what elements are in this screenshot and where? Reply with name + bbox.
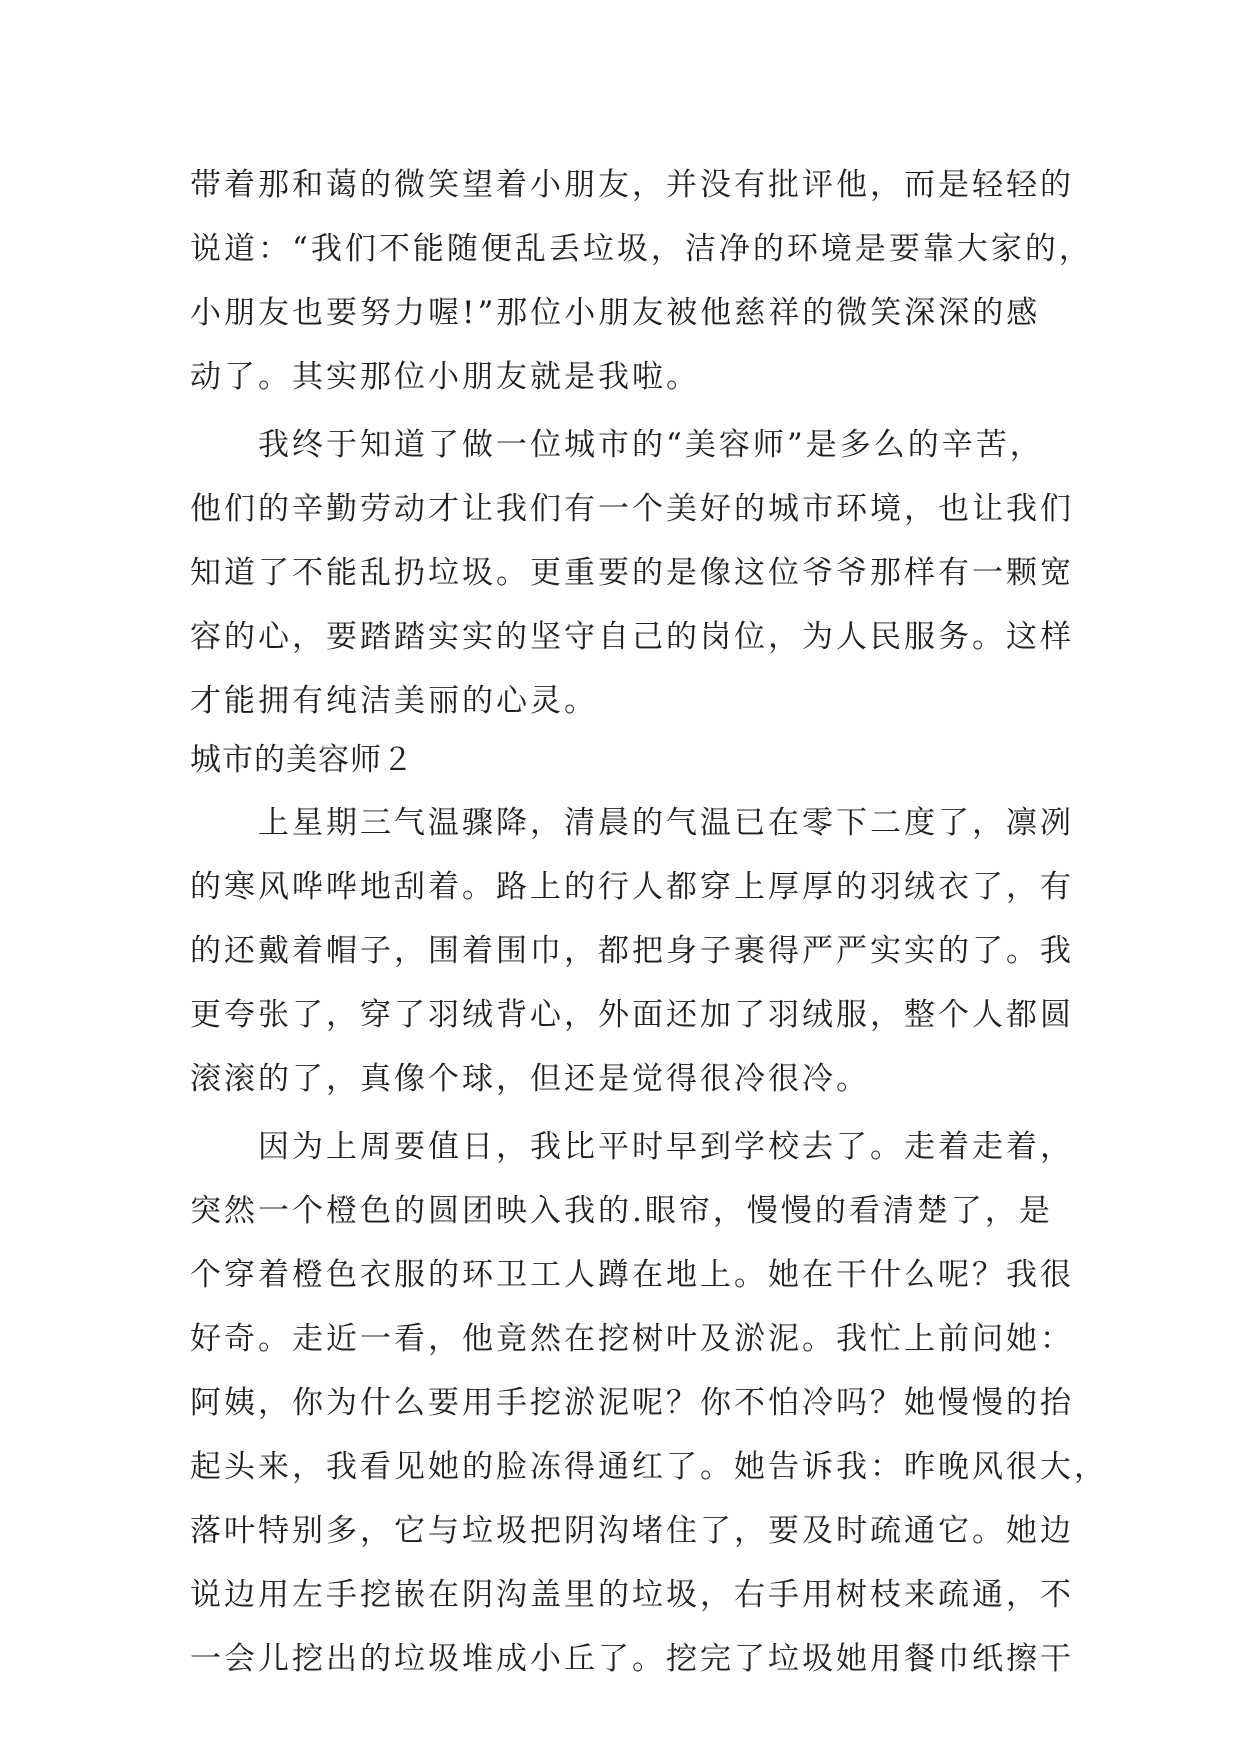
paragraph-4-line-1: 因为上周要值日，我比平时早到学校去了。走着走着， bbox=[258, 1129, 1074, 1165]
paragraph-3-line-5: 滚滚的了，真像个球，但还是觉得很冷很冷。 bbox=[190, 1061, 870, 1097]
paragraph-4-line-2: 突然一个橙色的圆团映入我的.眼帘，慢慢的看清楚了，是 bbox=[190, 1193, 1053, 1229]
paragraph-3-line-2: 的寒风哗哗地刮着。路上的行人都穿上厚厚的羽绒衣了，有 bbox=[190, 869, 1074, 905]
paragraph-4-line-9: 一会儿挖出的垃圾堆成小丘了。挖完了垃圾她用餐巾纸擦干 bbox=[190, 1641, 1074, 1677]
paragraph-2-line-1: 我终于知道了做一位城市的“美容师”是多么的辛苦， bbox=[258, 427, 1044, 463]
paragraph-3-line-4: 更夸张了，穿了羽绒背心，外面还加了羽绒服，整个人都圆 bbox=[190, 997, 1074, 1033]
paragraph-1-line-4: 动了。其实那位小朋友就是我啦。 bbox=[190, 359, 700, 395]
paragraph-1-line-1: 带着那和蔼的微笑望着小朋友，并没有批评他，而是轻轻的 bbox=[190, 167, 1074, 203]
paragraph-3-line-1: 上星期三气温骤降，清晨的气温已在零下二度了，凛冽 bbox=[258, 805, 1074, 841]
paragraph-3-line-3: 的还戴着帽子，围着围巾，都把身子裹得严严实实的了。我 bbox=[190, 933, 1074, 969]
paragraph-1-line-3: 小朋友也要努力喔!”那位小朋友被他慈祥的微笑深深的感 bbox=[190, 295, 1041, 331]
paragraph-4-line-8: 说边用左手挖嵌在阴沟盖里的垃圾，右手用树枝来疏通，不 bbox=[190, 1577, 1074, 1613]
paragraph-4-line-5: 阿姨，你为什么要用手挖淤泥呢？你不怕冷吗？她慢慢的抬 bbox=[190, 1385, 1074, 1421]
section-heading: 城市的美容师２ bbox=[190, 742, 414, 778]
paragraph-2-line-2: 他们的辛勤劳动才让我们有一个美好的城市环境，也让我们 bbox=[190, 491, 1074, 527]
paragraph-4-line-7: 落叶特别多，它与垃圾把阴沟堵住了，要及时疏通它。她边 bbox=[190, 1513, 1074, 1549]
paragraph-2-line-4: 容的心，要踏踏实实的坚守自己的岗位，为人民服务。这样 bbox=[190, 619, 1074, 655]
paragraph-4-line-6: 起头来，我看见她的脸冻得通红了。她告诉我：昨晚风很大， bbox=[190, 1449, 1108, 1485]
paragraph-1-line-2: 说道：“我们不能随便乱丢垃圾，洁净的环境是要靠大家的， bbox=[190, 231, 1093, 267]
paragraph-4-line-3: 个穿着橙色衣服的环卫工人蹲在地上。她在干什么呢？我很 bbox=[190, 1257, 1074, 1293]
paragraph-2-line-3: 知道了不能乱扔垃圾。更重要的是像这位爷爷那样有一颗宽 bbox=[190, 555, 1074, 591]
paragraph-4-line-4: 好奇。走近一看，他竟然在挖树叶及淤泥。我忙上前问她： bbox=[190, 1321, 1074, 1357]
paragraph-2-line-5: 才能拥有纯洁美丽的心灵。 bbox=[190, 683, 598, 719]
